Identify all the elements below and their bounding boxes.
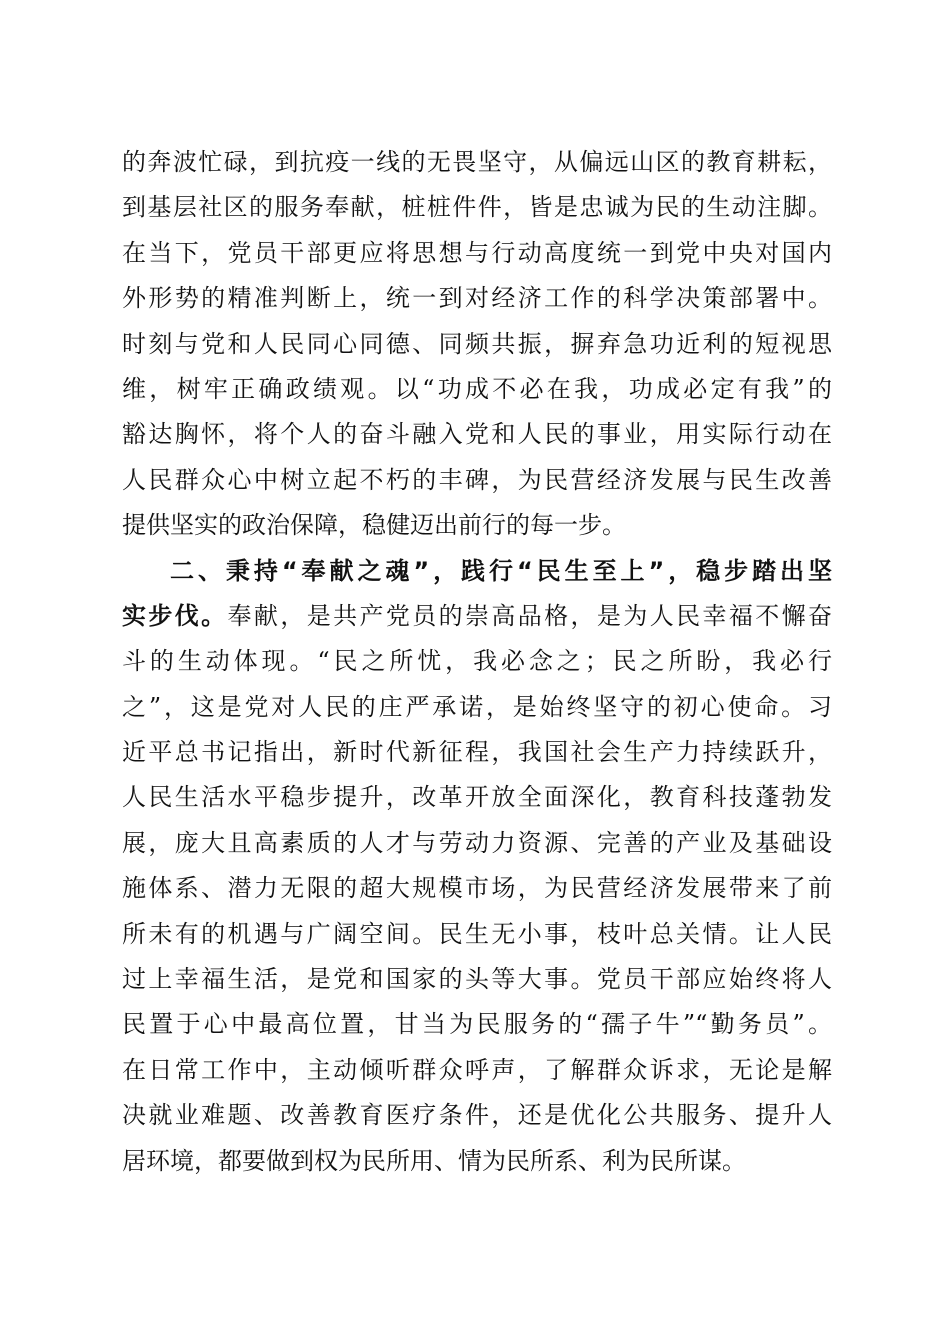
paragraph-line: 近平总书记指出，新时代新征程，我国社会生产力持续跃升， xyxy=(122,738,832,767)
paragraph-line: 时刻与党和人民同心同德、同频共振，摒弃急功近利的短视思 xyxy=(122,329,832,358)
paragraph-line: 人民群众心中树立起不朽的丰碑，为民营经济发展与民生改善 xyxy=(122,465,832,494)
section-heading-end: 实步伐。 xyxy=(122,601,228,630)
paragraph-line: 民置于心中最高位置，甘当为民服务的“孺子牛”“勤务员”。 xyxy=(122,1010,832,1039)
paragraph-line xyxy=(122,594,832,639)
paragraph-line: 所未有的机遇与广阔空间。民生无小事，枝叶总关情。让人民 xyxy=(122,919,832,948)
paragraph-line: 外形势的精准判断上，统一到对经济工作的科学决策部署中。 xyxy=(122,284,832,313)
paragraph-line: 的奔波忙碌，到抗疫一线的无畏坚守，从偏远山区的教育耕耘， xyxy=(122,148,832,176)
paragraph-line: 居环境，都要做到权为民所用、情为民所系、利为民所谋。 xyxy=(122,1146,746,1175)
paragraph-line: 在当下，党员干部更应将思想与行动高度统一到党中央对国内 xyxy=(122,238,832,267)
paragraph-line: 之”，这是党对人民的庄严承诺，是始终坚守的初心使命。习 xyxy=(122,692,832,721)
section-heading: 二、秉持“奉献之魂”，践行“民生至上”，稳步踏出坚 xyxy=(170,556,832,585)
paragraph-line: 斗的生动体现。“民之所忧，我必念之；民之所盼，我必行 xyxy=(122,647,832,676)
paragraph-line: 决就业难题、改善教育医疗条件，还是优化公共服务、提升人 xyxy=(122,1101,832,1130)
document-body xyxy=(122,140,832,1184)
paragraph-line: 施体系、潜力无限的超大规模市场，为民营经济发展带来了前 xyxy=(122,874,832,903)
paragraph-line: 维，树牢正确政绩观。以“功成不必在我，功成必定有我”的 xyxy=(122,374,832,403)
paragraph-line: 到基层社区的服务奉献，桩桩件件，皆是忠诚为民的生动注脚。 xyxy=(122,193,832,222)
paragraph-line: 提供坚实的政治保障，稳健迈出前行的每一步。 xyxy=(122,511,626,540)
paragraph-line: 人民生活水平稳步提升，改革开放全面深化，教育科技蓬勃发 xyxy=(122,783,832,812)
paragraph-line: 过上幸福生活，是党和国家的头等大事。党员干部应始终将人 xyxy=(122,965,832,994)
paragraph-text: 奉献，是共产党员的崇高品格，是为人民幸福不懈奋 xyxy=(227,601,833,630)
paragraph-line: 在日常工作中，主动倾听群众呼声，了解群众诉求，无论是解 xyxy=(122,1055,832,1084)
paragraph-line: 豁达胸怀，将个人的奋斗融入党和人民的事业，用实际行动在 xyxy=(122,420,832,449)
paragraph-line: 展，庞大且高素质的人才与劳动力资源、完善的产业及基础设 xyxy=(122,828,832,857)
